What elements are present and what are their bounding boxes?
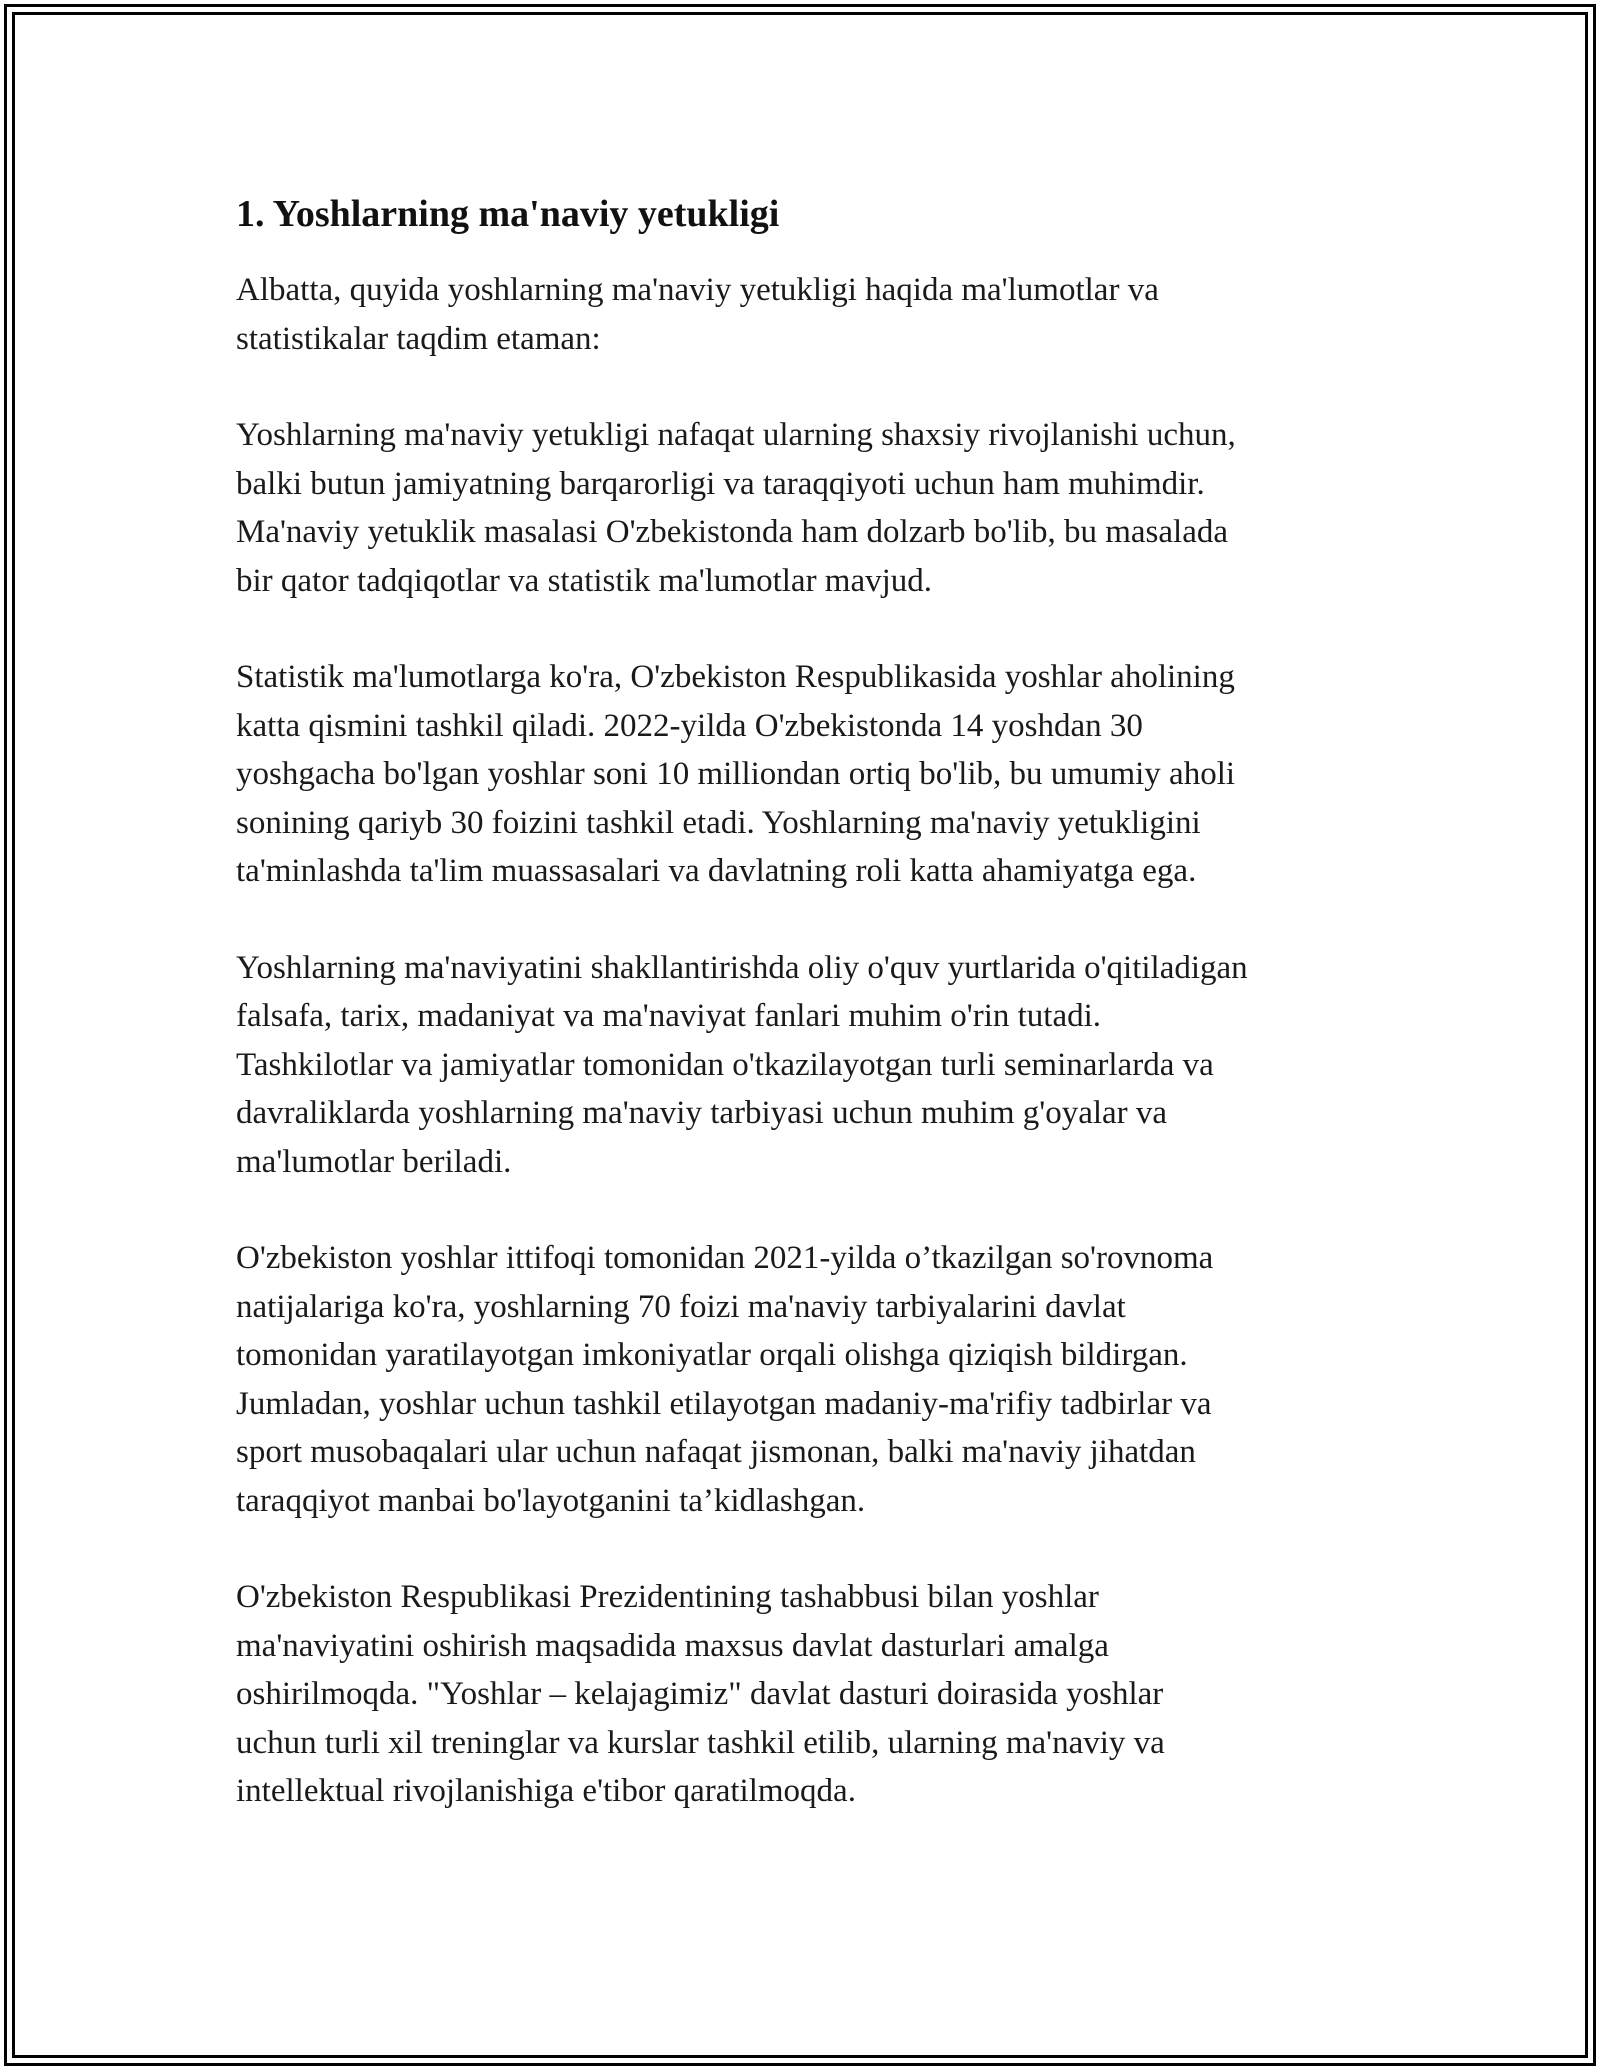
paragraph-line: balki butun jamiyatning barqarorligi va taraqqiyoti uchun ham muhimdir.: [236, 465, 1205, 502]
paragraph-line: sonining qariyb 30 foizini tashkil etadi. Yoshlarning ma'naviy yetukligini: [236, 804, 1201, 841]
paragraph-line: uchun turli xil treninglar va kurslar tashkil etilib, ularning ma'naviy va: [236, 1724, 1165, 1761]
paragraph-line: falsafa, tarix, madaniyat va ma'naviyat fanlari muhim o'rin tutadi.: [236, 998, 1102, 1034]
paragraph-line: Yoshlarning ma'naviy yetukligi nafaqat ularning shaxsiy rivojlanishi uchun,: [236, 417, 1236, 453]
paragraph-line: tomonidan yaratilayotgan imkoniyatlar orqali olishga qiziqish bildirgan.: [236, 1337, 1188, 1373]
paragraph-line: Statistik ma'lumotlarga ko'ra, O'zbekiston Respublikasida yoshlar aholining: [236, 659, 1235, 695]
paragraph-3: [236, 653, 1376, 896]
paragraph-line: intellektual rivojlanishiga e'tibor qaratilmoqda.: [236, 1773, 856, 1809]
document-title: 1. Yoshlarning ma'naviy yetukligi: [236, 193, 780, 235]
paragraph-4: [236, 944, 1376, 1187]
paragraph-line: ma'naviyatini oshirish maqsadida maxsus davlat dasturlari amalga: [236, 1627, 1109, 1664]
paragraph-list: [236, 266, 1376, 1816]
paragraph-6: [236, 1573, 1376, 1816]
paragraph-line: davraliklarda yoshlarning ma'naviy tarbiyasi uchun muhim g'oyalar va: [236, 1095, 1168, 1131]
paragraph-line: Tashkilotlar va jamiyatlar tomonidan o'tkazilayotgan turli seminarlarda va: [236, 1046, 1214, 1083]
paragraph-line: yoshgacha bo'lgan yoshlar soni 10 milliondan ortiq bo'lib, bu umumiy aholi: [236, 756, 1236, 792]
paragraph-line: ta'minlashda ta'lim muassasalari va davlatning roli katta ahamiyatga ega.: [236, 853, 1197, 889]
paragraph-line: Jumladan, yoshlar uchun tashkil etilayotgan madaniy-ma'rifiy tadbirlar va: [236, 1385, 1212, 1422]
paragraph-line: natijalariga ko'ra, yoshlarning 70 foizi ma'naviy tarbiyalarini davlat: [236, 1288, 1126, 1325]
paragraph-line: Ma'naviy yetuklik masalasi O'zbekistonda ham dolzarb bo'lib, bu masalada: [236, 514, 1228, 550]
paragraph-line: O'zbekiston Respublikasi Prezidentining tashabbusi bilan yoshlar: [236, 1579, 1099, 1615]
paragraph-line: bir qator tadqiqotlar va statistik ma'lumotlar mavjud.: [236, 562, 933, 599]
paragraph-2: [236, 411, 1376, 605]
paragraph-line: statistikalar taqdim etaman:: [236, 320, 601, 357]
paragraph-line: taraqqiyot manbai bo'layotganini ta’kidlashgan.: [236, 1482, 866, 1519]
paragraph-line: katta qismini tashkil qiladi. 2022-yilda O'zbekistonda 14 yoshdan 30: [236, 707, 1143, 744]
paragraph-line: ma'lumotlar beriladi.: [236, 1143, 512, 1180]
document-body: [236, 190, 1376, 1864]
paragraph-line: O'zbekiston yoshlar ittifoqi tomonidan 2021-yilda o’tkazilgan so'rovnoma: [236, 1240, 1214, 1276]
paragraph-5: [236, 1234, 1376, 1525]
paragraph-line: Albatta, quyida yoshlarning ma'naviy yetukligi haqida ma'lumotlar va: [236, 272, 1159, 308]
paragraph-line: Yoshlarning ma'naviyatini shakllantirishda oliy o'quv yurtlarida o'qitiladigan: [236, 949, 1248, 986]
paragraph-1: [236, 266, 1376, 363]
paragraph-line: oshirilmoqda. "Yoshlar – kelajagimiz" davlat dasturi doirasida yoshlar: [236, 1676, 1164, 1712]
paragraph-line: sport musobaqalari ular uchun nafaqat jismonan, balki ma'naviy jihatdan: [236, 1434, 1196, 1470]
